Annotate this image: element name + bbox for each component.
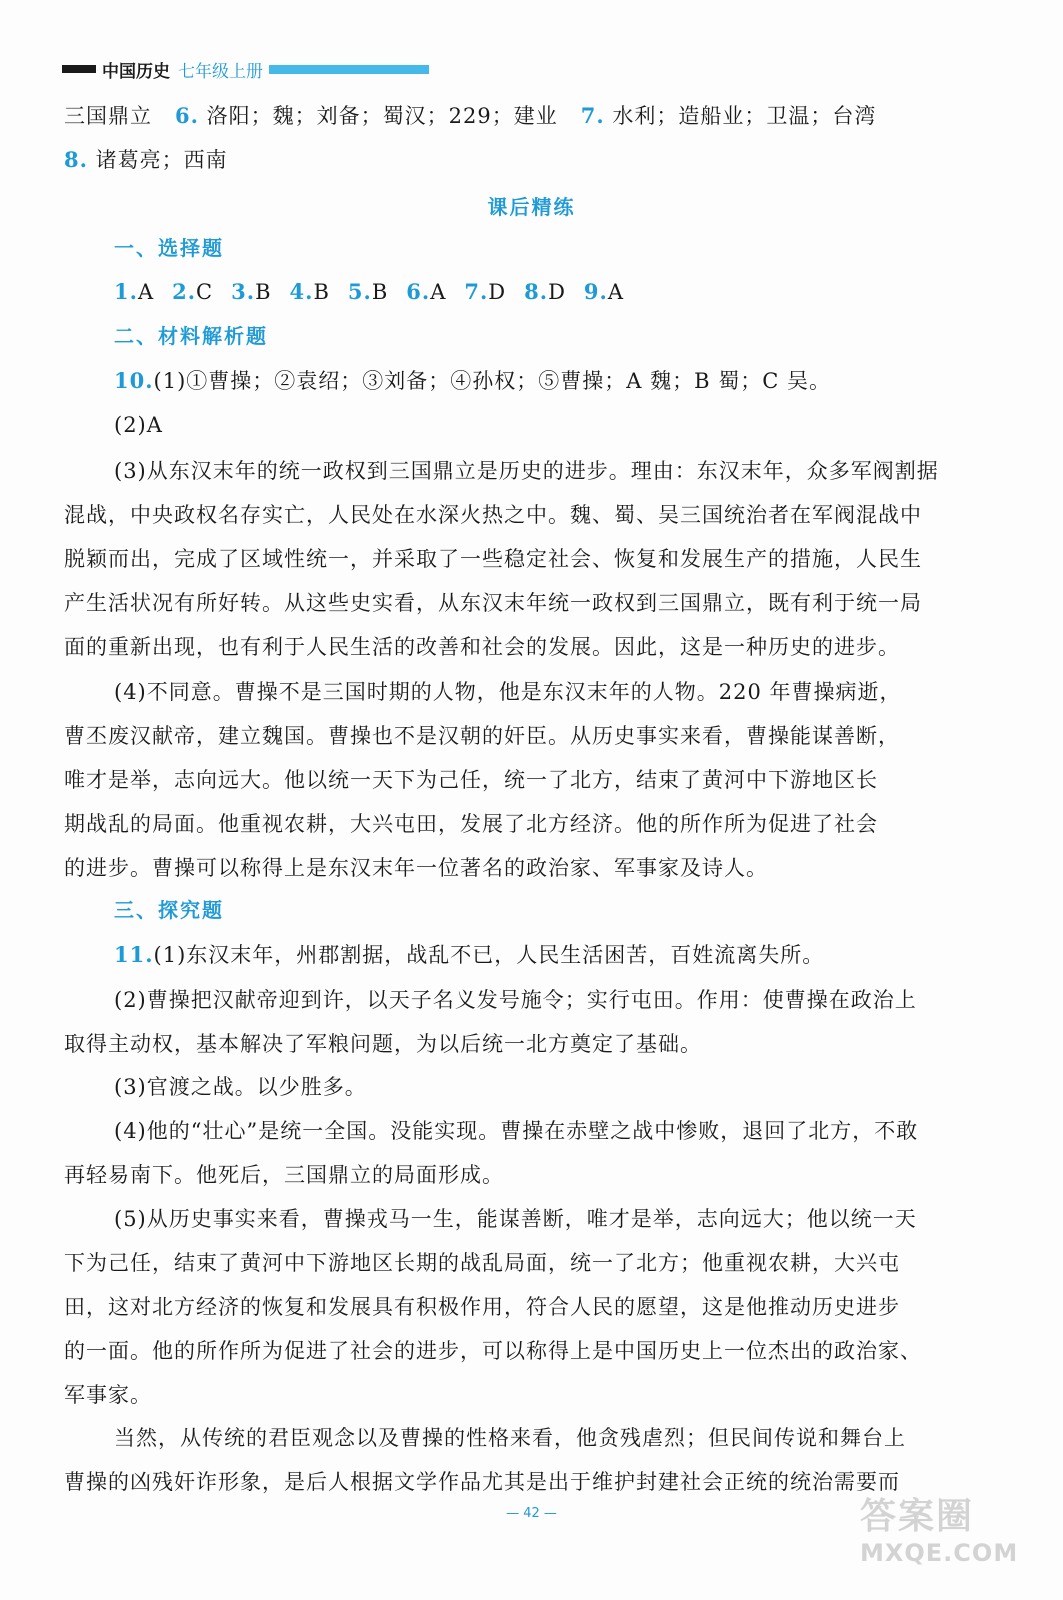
answer-letter: B [313,280,330,304]
mc-answer [114,280,154,304]
q10-p3-line: (3)从东汉末年的统一政权到三国鼎立是历史的进步。理由：东汉末年，众多军阀割据 [114,459,939,483]
intro-line-1: 三国鼎立 6. 洛阳；魏；刘备；蜀汉；229；建业 7. 水利；造船业；卫温；台湾 [64,103,877,128]
q10-part2: (2)A [114,413,163,437]
mc-answer [231,280,271,304]
question-number: 4. [289,279,314,304]
question-number: 5. [347,279,372,304]
question-number: 10. [114,368,154,393]
page-number: — 42 — [506,1506,557,1521]
mc-answer [524,280,566,304]
q10-p3-line: 产生活状况有所好转。从这些史实看，从东汉末年统一政权到三国鼎立，既有利于统一局 [64,591,922,615]
watermark-logo [860,1488,1040,1578]
page-header [62,58,429,80]
question-number: 9. [583,279,608,304]
q10-p4-line: 期战乱的局面。他重视农耕，大兴屯田，发展了北方经济。他的所作所为促进了社会 [64,812,878,836]
q10-p4-line: 曹丕废汉献帝，建立魏国。曹操也不是汉朝的奸臣。从历史事实来看，曹操能谋善断， [64,724,900,748]
multiple-choice-answers [114,280,642,304]
answer-letter: B [371,280,389,304]
mc-answer [172,280,213,304]
mc-answer [406,280,446,304]
question-number: 1. [114,279,138,304]
section-title: 课后精练 [487,195,576,219]
q11-p5-line: (5)从历史事实来看，曹操戎马一生，能谋善断，唯才是举，志向远大；他以统一天 [114,1207,917,1231]
q10-p4-line: 的进步。曹操可以称得上是东汉末年一位著名的政治家、军事家及诗人。 [64,856,768,880]
q10-part1: 10.(1)①曹操；②袁绍；③刘备；④孙权；⑤曹操；A 魏；B 蜀；C 吴。 [114,368,831,393]
mc-answer [348,280,388,304]
intro-line-2: 8. 诸葛亮；西南 [64,147,228,172]
question-number: 11. [114,942,154,967]
q10-p4-line: (4)不同意。曹操不是三国时期的人物，他是东汉末年的人物。220 年曹操病逝， [114,680,902,704]
part1-title: 一、选择题 [114,236,224,260]
header-bar-decoration [62,65,96,73]
q11-p6-line: 曹操的凶残奸诈形象，是后人根据文学作品尤其是出于维护封建社会正统的统治需要而 [64,1470,900,1494]
q11-p5-line: 的一面。他的所作所为促进了社会的进步，可以称得上是中国历史上一位杰出的政治家、 [64,1339,922,1363]
q11-p4-line: (4)他的“壮心”是统一全国。没能实现。曹操在赤壁之战中惨败，退回了北方，不敢 [114,1119,919,1143]
q11-p6-line: 当然，从传统的君臣观念以及曹操的性格来看，他贪残虐烈；但民间传说和舞台上 [114,1426,906,1450]
question-number: 7. [464,279,489,304]
watermark-text-bottom: MXQE.COM [860,1539,1019,1567]
part3-title: 三、探究题 [114,898,224,922]
question-number: 3. [231,279,256,304]
q11-part1: 11.(1)东汉末年，州郡割据，战乱不已，人民生活困苦，百姓流离失所。 [114,942,825,967]
q10-p3-line: 面的重新出现，也有利于人民生活的改善和社会的发展。因此，这是一种历史的进步。 [64,635,900,659]
answer-letter: D [488,280,507,304]
answer-letter: A [137,280,155,304]
q11-p2-line: 取得主动权，基本解决了军粮问题，为以后统一北方奠定了基础。 [64,1032,702,1056]
mc-answer [584,280,624,304]
book-subtitle: 七年级上册 [178,61,263,82]
question-number: 8. [524,279,549,304]
part2-title: 二、材料解析题 [114,324,268,348]
header-stripe-decoration [269,65,429,74]
q11-p5-line: 田，这对北方经济的恢复和发展具有积极作用，符合人民的愿望，这是他推动历史进步 [64,1295,900,1319]
watermark-text-top: 答案圈 [860,1496,975,1537]
book-title: 中国历史 [102,61,170,82]
mc-answer [290,280,330,304]
q11-p5-line: 军事家。 [64,1383,152,1407]
question-number: 8. [64,147,88,172]
answer-letter: A [607,280,625,304]
answer-letter: A [430,280,447,304]
answer-letter: D [548,280,566,304]
q11-p2-line: (2)曹操把汉献帝迎到许，以天子名义发号施令；实行屯田。作用：使曹操在政治上 [114,988,917,1012]
question-number: 7. [580,103,605,128]
q10-p3-line: 脱颖而出，完成了区域性统一，并采取了一些稳定社会、恢复和发展生产的措施，人民生 [64,547,922,571]
q11-part3: (3)官渡之战。以少胜多。 [114,1075,367,1099]
q10-p3-line: 混战，中央政权名存实亡，人民处在水深火热之中。魏、蜀、吴三国统治者在军阀混战中 [64,503,922,527]
answer-letter: C [196,280,214,304]
question-number: 6. [175,103,199,128]
question-number: 2. [172,279,197,304]
question-number: 6. [406,279,431,304]
q11-p5-line: 下为己任，结束了黄河中下游地区长期的战乱局面，统一了北方；他重视农耕，大兴屯 [64,1251,900,1275]
answer-letter: B [255,280,272,304]
q10-p4-line: 唯才是举，志向远大。他以统一天下为己任，统一了北方，结束了黄河中下游地区长 [64,768,878,792]
q11-p4-line: 再轻易南下。他死后，三国鼎立的局面形成。 [64,1163,504,1187]
mc-answer [464,280,506,304]
